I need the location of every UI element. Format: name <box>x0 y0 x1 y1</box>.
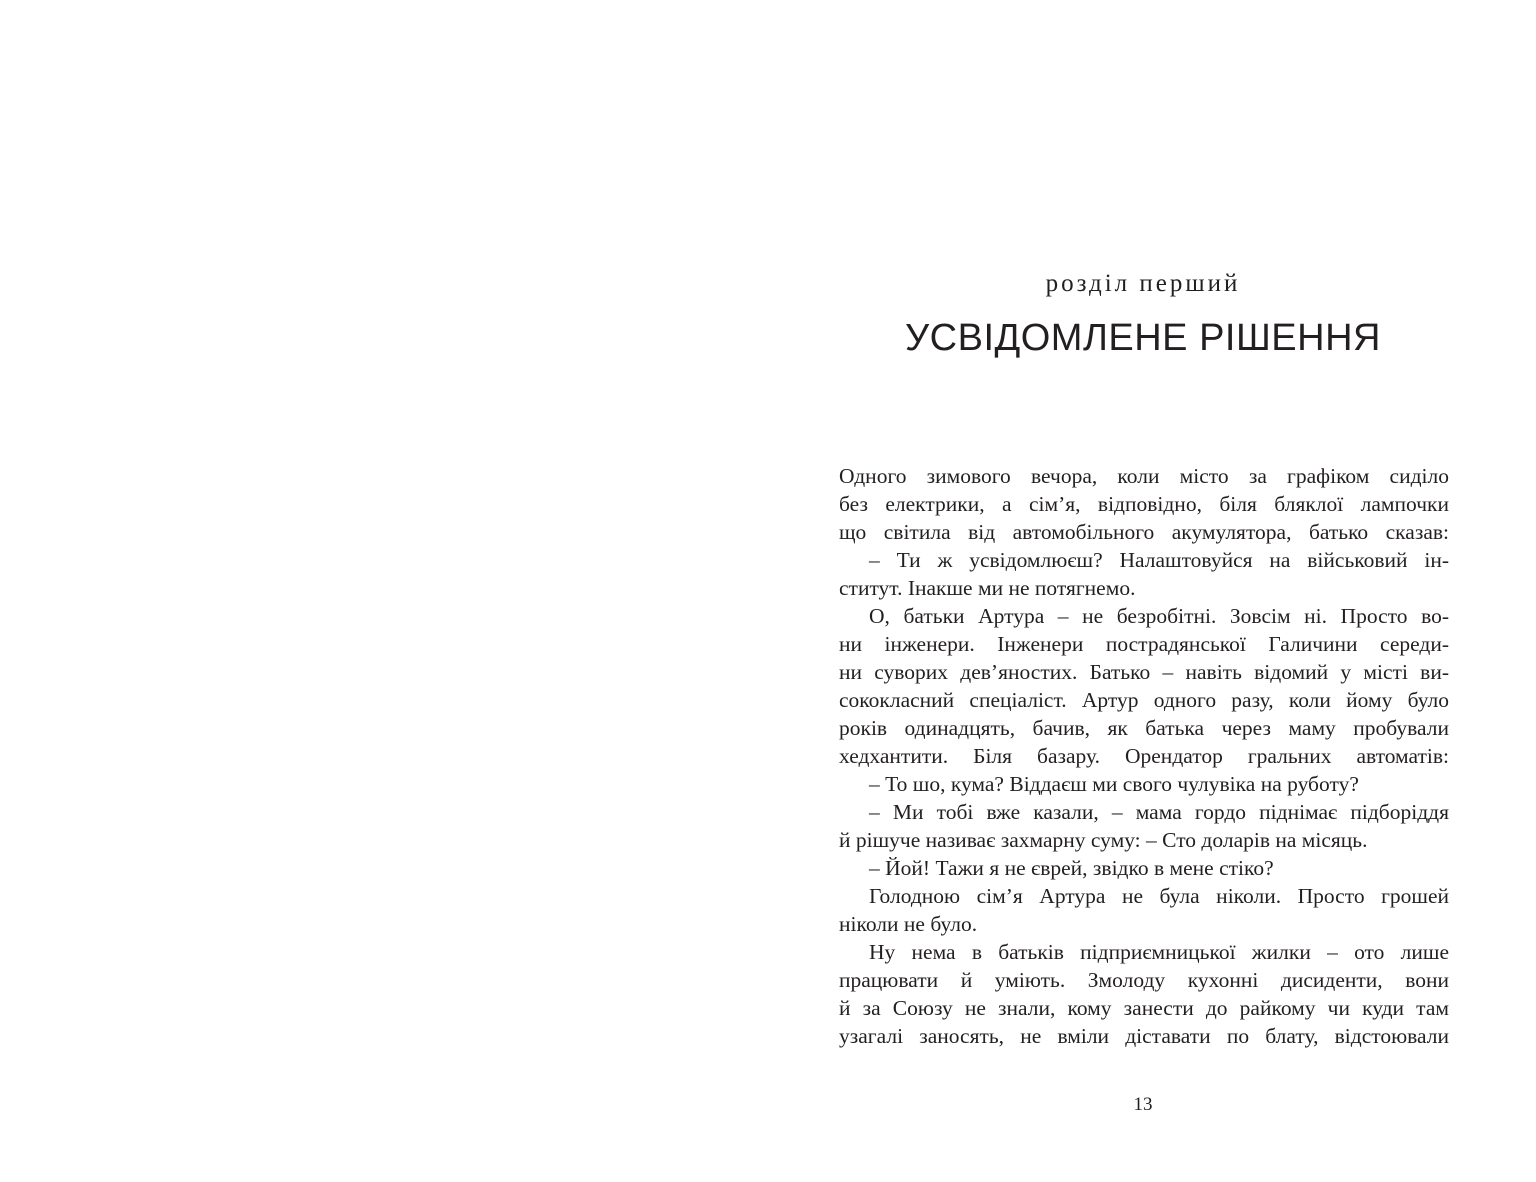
text-line: Ну нема в батьків підприємницької жилки – ото лише <box>869 940 1449 964</box>
text-line: Одного зимового вечора, коли місто за графіком сиділо <box>839 464 1449 488</box>
text-line: що світила від автомобільного акумулятора, батько сказав: <box>839 520 1449 544</box>
text-line: й за Союзу не знали, кому занести до райкому чи куди там <box>839 996 1449 1020</box>
text-line: – Ми тобі вже казали, – мама гордо піднімає підборіддя <box>869 800 1449 824</box>
chapter-body-text <box>839 462 1449 1050</box>
text-line: й рішуче називає захмарну суму: – Сто доларів на місяць. <box>839 828 1368 852</box>
text-line: Голодною сім’я Артура не була ніколи. Просто грошей <box>869 884 1449 908</box>
chapter-title: УСВІДОМЛЕНЕ РІШЕННЯ <box>905 317 1381 359</box>
text-line: хедхантити. Біля базару. Орендатор гральних автоматів: <box>839 744 1449 768</box>
text-line: О, батьки Артура – не безробітні. Зовсім ні. Просто во- <box>869 604 1449 628</box>
text-line: ніколи не було. <box>839 912 978 936</box>
text-line: – То шо, кума? Віддаєш ми свого чулувіка на руботу? <box>869 772 1359 796</box>
text-line: – Йой! Тажи я не єврей, звідко в мене стіко? <box>869 856 1274 880</box>
text-line: ни інженери. Інженери пострадянської Галичини середи- <box>839 632 1449 656</box>
text-line: узагалі заносять, не вміли діставати по блату, відстоювали <box>839 1024 1449 1048</box>
page-number: 13 <box>1133 1094 1153 1115</box>
text-line: сококласний спеціаліст. Артур одного разу, коли йому було <box>839 688 1449 712</box>
text-line: ститут. Інакше ми не потягнемо. <box>839 576 1136 600</box>
text-line: років одинадцять, бачив, як батька через маму пробували <box>839 716 1449 740</box>
text-line: без електрики, а сім’я, відповідно, біля бляклої лампочки <box>839 492 1449 516</box>
right-page <box>768 0 1536 1182</box>
chapter-label: розділ перший <box>1045 270 1241 297</box>
text-line: ни суворих дев’яностих. Батько – навіть відомий у місті ви- <box>839 660 1449 684</box>
text-line: – Ти ж усвідомлюєш? Налаштовуйся на військовий ін- <box>869 548 1449 572</box>
text-line: працювати й уміють. Змолоду кухонні дисиденти, вони <box>839 968 1449 992</box>
